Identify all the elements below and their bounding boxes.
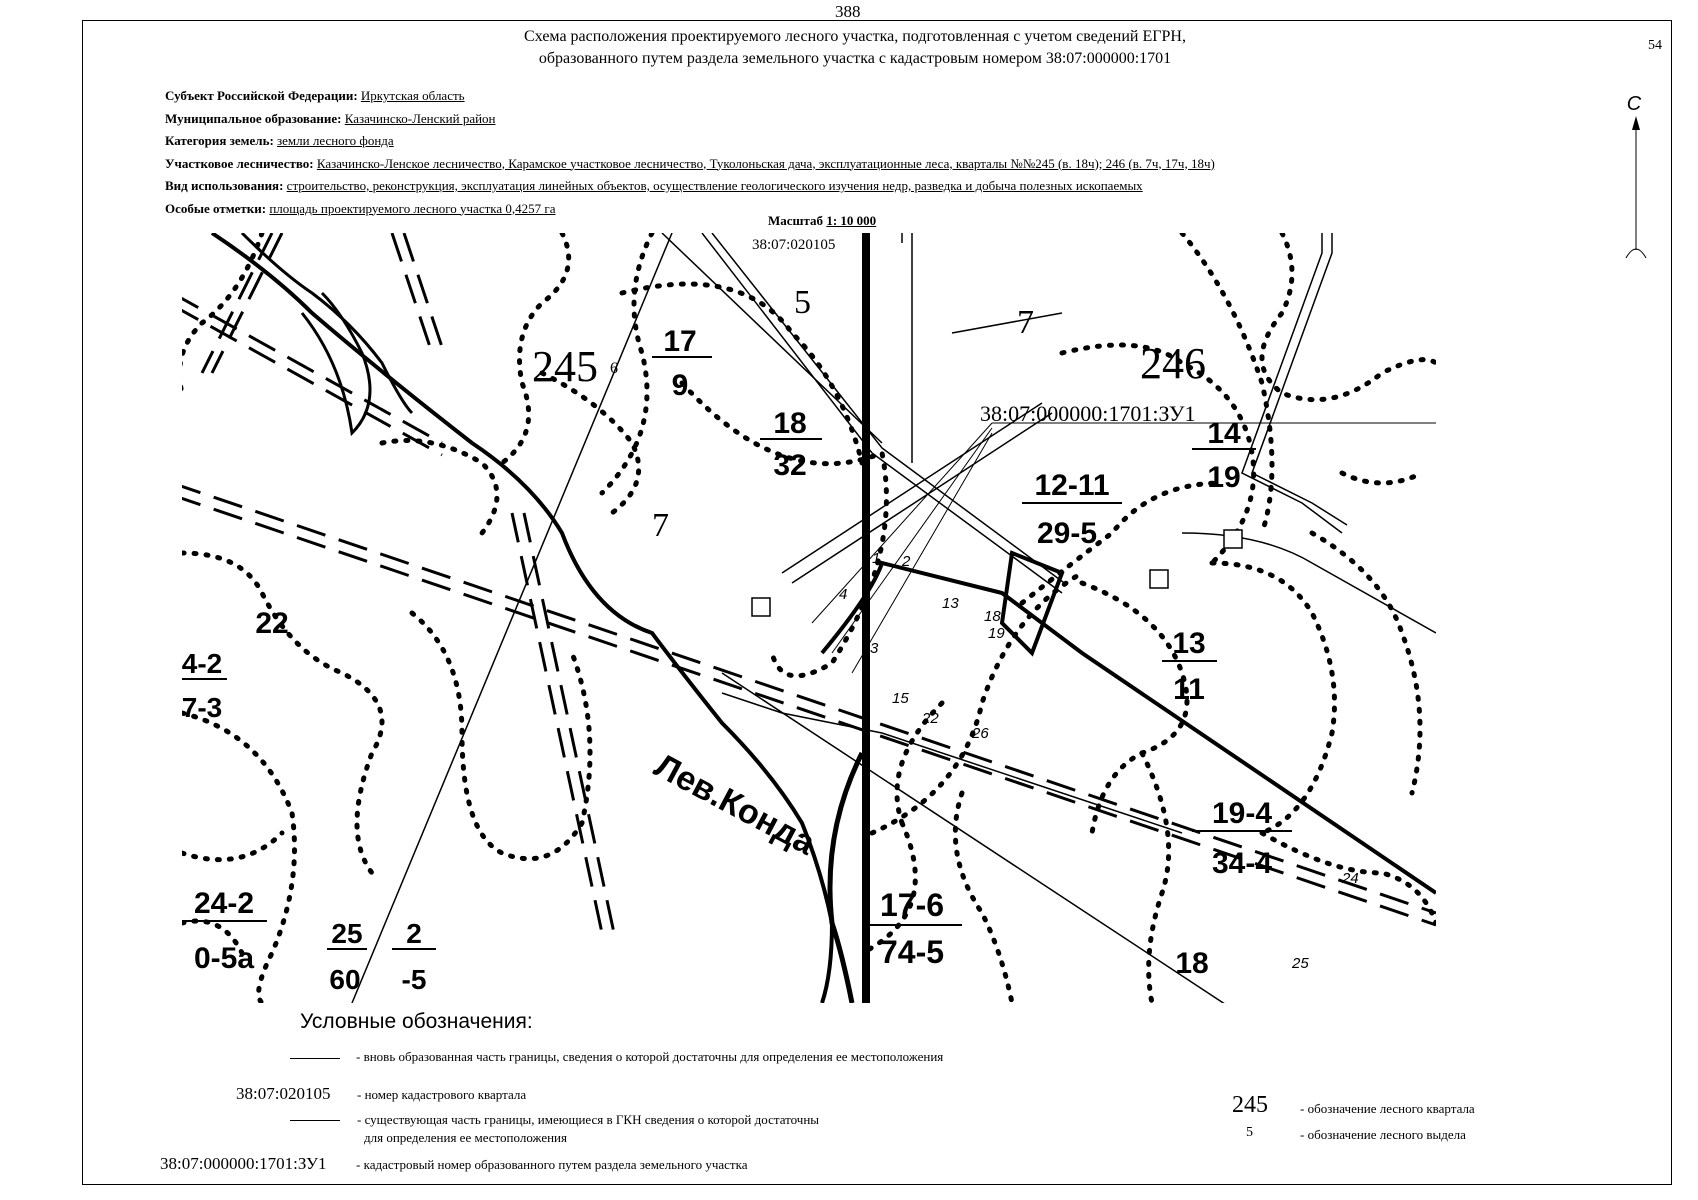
point-number: 26 [972, 725, 989, 742]
point-number: 4 [839, 586, 848, 603]
point-number: 1 [872, 550, 881, 567]
point-number: 13 [942, 595, 959, 612]
vydel-6-label: 6 [610, 360, 618, 377]
fraction-bottom: 29-5 [1036, 517, 1098, 550]
attr-subject: Субъект Российской Федерации: Иркутская область [165, 88, 465, 103]
quarter-245-label: 245 [532, 342, 598, 391]
forest-plot-map [182, 233, 1436, 1003]
title-line-1: Схема расположения проектируемого лесного участка, подготовленная с учетом сведений ЕГРН, [524, 28, 1186, 45]
river-name-label: Лев.Конда [648, 746, 822, 863]
legend-symbol-forest-vydel: 5 [1246, 1125, 1253, 1140]
legend-item-plot-cadastral: - кадастровый номер образованного путем раздела земельного участка [356, 1157, 748, 1172]
fraction-bottom: 11 [1173, 673, 1205, 706]
cadastral-quarter-label: 38:07:020105 [752, 237, 836, 253]
plot-cadastral-label: 38:07:000000:1701:ЗУ1 [980, 401, 1196, 426]
scale-label: Масштаб 1: 10 000 [768, 213, 877, 228]
fraction-top: 25 [331, 918, 363, 949]
attr-land-category: Категория земель: земли лесного фонда [165, 133, 394, 148]
fraction-bottom: -5 [401, 964, 427, 995]
quarter-246-label: 246 [1140, 339, 1206, 388]
page-title [300, 26, 1410, 70]
fraction-bottom: 34-4 [1211, 847, 1273, 880]
fraction-top: 14 [1207, 417, 1241, 450]
point-number: 2 [902, 553, 911, 570]
attr-usage: Вид использования: строительство, реконструкция, эксплуатация линейных объектов, осуществление геологического изучения недр, разведка и добыча полезных ископаемых [165, 178, 1143, 193]
attr-municipality: Муниципальное образование: Казачинско-Ленский район [165, 110, 496, 126]
legend-item-new-boundary: - вновь образованная часть границы, сведения о которой достаточны для определения ее местоположения [356, 1049, 944, 1064]
map-label-18: 18 [1175, 947, 1209, 980]
sheet-number: 54 [1648, 38, 1662, 53]
vydel-7b-label: 7 [652, 507, 669, 544]
point-number: 22 [922, 710, 939, 727]
fraction-top: 2 [406, 918, 422, 949]
legend-item-forest-quarter: - обозначение лесного квартала [1300, 1101, 1475, 1116]
legend-line-new-boundary [290, 1058, 340, 1059]
fraction-top: 17 [663, 325, 697, 358]
attribute-list [165, 85, 1215, 220]
fraction-bottom: 60 [329, 964, 361, 995]
fraction-top: 17-6 [879, 887, 945, 923]
point-number: 15 [892, 690, 909, 707]
vydel-5-label: 5 [794, 284, 811, 321]
legend-title: Условные обозначения: [300, 1010, 533, 1033]
fraction-top: 13 [1172, 627, 1206, 660]
fraction-bottom: 0-5а [193, 942, 255, 975]
point-number: 24 [1342, 870, 1359, 887]
fraction-bottom: 9 [671, 369, 689, 402]
legend-item-forest-vydel: - обозначение лесного выдела [1300, 1127, 1466, 1142]
point-number: 18 [984, 608, 1001, 625]
vydel-7-label: 7 [1017, 304, 1034, 341]
legend-item-existing-boundary-cont: для определения ее местоположения [364, 1130, 567, 1145]
north-label: С [1626, 93, 1642, 115]
fraction-top: 18 [773, 407, 807, 440]
legend-line-existing-boundary [290, 1120, 340, 1121]
fraction-top: 12-11 [1034, 469, 1110, 502]
legend-symbol-forest-quarter: 245 [1232, 1092, 1268, 1118]
fraction-bottom: 32 [773, 449, 807, 482]
fraction-bottom: 74-5 [879, 934, 945, 970]
fraction-top: 24-2 [193, 887, 255, 920]
map-label-22: 22 [255, 607, 289, 640]
fraction-top: 19-4 [1211, 797, 1273, 830]
legend-symbol-plot-cadastral: 38:07:000000:1701:ЗУ1 [160, 1154, 327, 1173]
title-line-2: образованного путем раздела земельного участка с кадастровым номером 38:07:000000:1701 [538, 50, 1172, 67]
fraction-bottom: 19 [1207, 461, 1241, 494]
point-number: 25 [1292, 955, 1309, 972]
fraction-top: 4-2 [182, 648, 223, 679]
point-number: 19 [988, 625, 1005, 642]
north-arrow-icon [1620, 90, 1650, 260]
point-number: 3 [870, 640, 879, 657]
fraction-bottom: 7-3 [182, 692, 223, 723]
attr-forestry: Участковое лесничество: Казачинско-Ленское лесничество, Карамское участковое лесничество, Туколоньская дача, эксплуатационные леса, кварталы №№245 (в. 18ч); 246 (в. 7ч, 17ч, 18ч) [165, 155, 1215, 171]
legend-item-quarter-number: - номер кадастрового квартала [357, 1087, 527, 1102]
legend-item-existing-boundary: - существующая часть границы, имеющиеся в ГКН сведения о которой достаточны [357, 1112, 820, 1127]
attr-notes: Особые отметки: площадь проектируемого лесного участка 0,4257 га [165, 200, 556, 216]
page-number: 388 [835, 2, 861, 21]
legend-symbol-quarter-number: 38:07:020105 [236, 1084, 331, 1103]
